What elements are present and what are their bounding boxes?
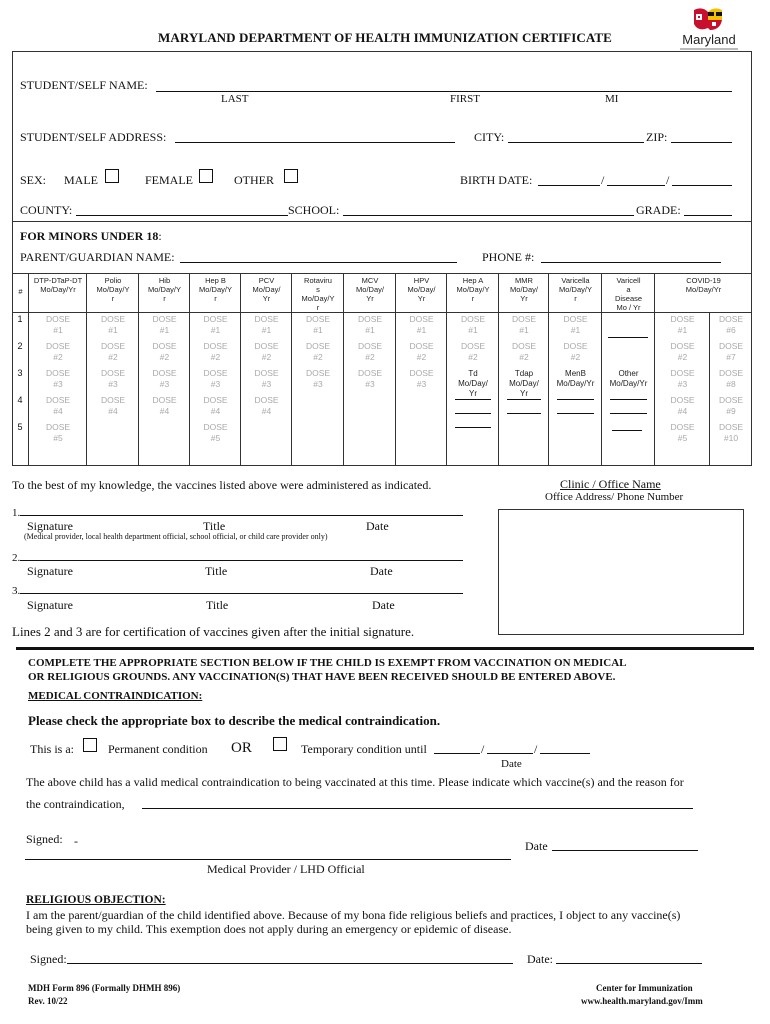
contraindication-field[interactable] (142, 808, 693, 809)
covid-dose-cell[interactable]: DOSE #8 (718, 368, 744, 389)
vaccine-column-header: HPV Mo/Day/ Yr (407, 276, 436, 303)
first-name-caption: FIRST (450, 93, 480, 105)
medical-signed-label: Signed: (26, 832, 63, 846)
vaccine-column-header: Hib Mo/Day/Y r (148, 276, 181, 303)
religious-date-label: Date: (527, 952, 553, 966)
section-divider (12, 221, 752, 222)
vaccine-column-header: MMR Mo/Day/ Yr (510, 276, 538, 303)
grid-header-line (12, 312, 752, 313)
signature-line-number: 3. (12, 585, 21, 597)
covid-dose-cell[interactable]: DOSE #9 (718, 395, 744, 416)
medical-signature-field[interactable] (25, 859, 511, 860)
birth-day-field[interactable] (607, 185, 665, 186)
dose-cell[interactable]: DOSE #1 (563, 314, 588, 335)
signature-caption: Signature (27, 519, 73, 533)
county-label: COUNTY: (20, 203, 73, 217)
birth-separator: / (666, 173, 670, 187)
temporary-year-field[interactable] (540, 753, 590, 754)
other-vaccine-date-line[interactable] (455, 427, 491, 428)
other-vaccine-date-line[interactable] (557, 413, 594, 414)
dose-cell[interactable]: DOSE #3 (409, 368, 434, 389)
vaccine-column-header: Polio Mo/Day/Y r (96, 276, 130, 303)
dose-cell[interactable]: DOSE #2 (45, 341, 71, 362)
signature-line-1[interactable] (20, 515, 463, 516)
date-caption: Date (370, 564, 393, 578)
parent-name-label: PARENT/GUARDIAN NAME: (20, 250, 175, 264)
other-vaccine-date-line[interactable] (455, 399, 491, 400)
other-vaccine-date-line[interactable] (610, 399, 647, 400)
dose-cell[interactable]: DOSE #1 (305, 314, 331, 335)
sex-label: SEX: (20, 173, 47, 187)
other-vaccine-label: Tdap Mo/Day/ Yr (509, 369, 539, 398)
phone-field[interactable] (541, 262, 721, 263)
religious-text: I am the parent/guardian of the child identified above. Because of my bona fide religious beliefs and practices, I object to any vaccine(s) (26, 908, 681, 922)
religious-date-field[interactable] (556, 963, 702, 964)
religious-signed-label: Signed: (30, 952, 67, 966)
date-separator: / (481, 742, 485, 756)
dose-cell[interactable]: DOSE #1 (45, 314, 71, 335)
medical-date-field[interactable] (552, 850, 698, 851)
dose-cell[interactable]: DOSE #1 (203, 314, 228, 335)
form-title: MARYLAND DEPARTMENT OF HEALTH IMMUNIZATION CERTIFICATE (158, 30, 612, 45)
footer-url: www.health.maryland.gov/Imm (581, 996, 703, 1006)
female-checkbox[interactable] (199, 169, 213, 183)
dose-cell[interactable]: DOSE #1 (152, 314, 177, 335)
dose-cell[interactable]: DOSE #1 (254, 314, 279, 335)
religious-signature-field[interactable] (67, 963, 513, 964)
temporary-month-field[interactable] (434, 753, 480, 754)
vaccine-column-header: DTP-DTaP-DT Mo/Day/Yr (33, 276, 83, 294)
medical-date-label: Date (525, 839, 548, 853)
dose-cell[interactable]: DOSE #3 (152, 368, 177, 389)
certify-statement: To the best of my knowledge, the vaccines listed above were administered as indicated. (12, 478, 432, 492)
other-vaccine-date-line[interactable] (612, 430, 642, 431)
birth-month-field[interactable] (538, 185, 600, 186)
logo-text: Maryland (682, 32, 736, 47)
medical-heading: MEDICAL CONTRAINDICATION: (28, 690, 203, 702)
dose-cell[interactable]: DOSE #3 (100, 368, 126, 389)
vaccine-column-header: COVID-19 Mo/Day/Yr (685, 276, 722, 294)
school-field[interactable] (343, 215, 634, 216)
zip-field[interactable] (671, 142, 732, 143)
signature-line-2[interactable] (20, 560, 463, 561)
permanent-label: Permanent condition (108, 742, 208, 756)
grid-row-number: 2 (17, 341, 23, 351)
vaccine-grid (12, 273, 752, 466)
city-label: CITY: (474, 130, 505, 144)
grid-row-number: 3 (17, 368, 23, 378)
provider-caption: Medical Provider / LHD Official (207, 862, 365, 876)
dose-cell[interactable]: DOSE #2 (460, 341, 486, 362)
maryland-logo (676, 6, 742, 52)
dose-cell[interactable]: DOSE #3 (357, 368, 383, 389)
dose-cell[interactable]: DOSE #1 (100, 314, 126, 335)
temporary-date-caption: Date (501, 758, 522, 770)
covid-dose-cell[interactable]: DOSE #7 (718, 341, 744, 362)
parent-name-field[interactable] (180, 262, 457, 263)
covid-dose-cell[interactable]: DOSE #5 (670, 422, 695, 443)
date-caption: Date (366, 519, 389, 533)
covid-dose-cell[interactable]: DOSE #6 (718, 314, 744, 335)
vaccine-column-header: Hep A Mo/Day/Y r (456, 276, 490, 303)
medical-instruction: Please check the appropriate box to describe the medical contraindication. (28, 713, 441, 728)
county-field[interactable] (76, 215, 288, 216)
religious-heading: RELIGIOUS OBJECTION: (26, 894, 166, 906)
dose-cell[interactable]: DOSE #2 (563, 341, 588, 362)
dose-cell[interactable]: DOSE #3 (254, 368, 279, 389)
date-separator: / (534, 742, 538, 756)
birth-year-field[interactable] (672, 185, 732, 186)
dose-cell[interactable]: DOSE #3 (45, 368, 71, 389)
dose-cell[interactable]: DOSE #1 (460, 314, 486, 335)
other-vaccine-date-line[interactable] (507, 413, 541, 414)
other-vaccine-date-line[interactable] (455, 413, 491, 414)
dose-cell[interactable]: DOSE #5 (45, 422, 71, 443)
vaccine-column-header: Hep B Mo/Day/Y r (199, 276, 232, 303)
dose-cell[interactable]: DOSE #4 (254, 395, 279, 416)
dose-cell[interactable]: DOSE #3 (203, 368, 228, 389)
title-caption: Title (203, 519, 226, 533)
other-vaccine-date-line[interactable] (610, 413, 647, 414)
dose-cell[interactable]: DOSE #1 (511, 314, 537, 335)
student-name-label: STUDENT/SELF NAME: (20, 78, 148, 92)
dose-cell[interactable]: DOSE #2 (152, 341, 177, 362)
other-vaccine-date-line[interactable] (557, 399, 594, 400)
signature-note: (Medical provider, local health department official, school official, or child care provider only) (24, 532, 328, 541)
dose-cell[interactable]: DOSE #4 (152, 395, 177, 416)
covid-dose-cell[interactable]: DOSE #1 (670, 314, 695, 335)
dose-cell[interactable]: DOSE #1 (409, 314, 434, 335)
birth-separator: / (601, 173, 605, 187)
grid-row-number: 4 (17, 395, 23, 405)
exemption-divider (16, 647, 754, 650)
dose-cell[interactable]: DOSE #4 (100, 395, 126, 416)
other-sex-checkbox[interactable] (284, 169, 298, 183)
student-name-field[interactable] (156, 91, 732, 92)
mi-caption: MI (605, 93, 619, 105)
exemption-heading: OR RELIGIOUS GROUNDS. ANY VACCINATION(S) THAT HAVE BEEN RECEIVED SHOULD BE ENTERED ABOVE. (28, 671, 616, 683)
other-vaccine-date-line[interactable] (507, 399, 541, 400)
female-label: FEMALE (145, 173, 193, 187)
or-label: OR (231, 740, 252, 756)
grade-field[interactable] (684, 215, 732, 216)
school-label: SCHOOL: (288, 203, 340, 217)
contraindication-text: The above child has a valid medical contraindication to being vaccinated at this time. Please indicate which vaccine(s) and the reason for (26, 775, 684, 789)
dose-cell[interactable]: DOSE #2 (254, 341, 279, 362)
signature-caption: Signature (27, 598, 73, 612)
temporary-checkbox[interactable] (273, 737, 287, 751)
vaccine-column-header: Rotaviru s Mo/Day/Y r (301, 276, 335, 312)
grid-row-number: 1 (17, 314, 23, 324)
religious-text: being given to my child. This exemption does not apply during an emergency or epidemic of disease. (26, 922, 512, 936)
other-vaccine-label: Td Mo/Day/ Yr (458, 369, 488, 398)
vaccine-column-header: PCV Mo/Day/ Yr (252, 276, 281, 303)
birth-date-label: BIRTH DATE: (460, 173, 533, 187)
form-revision: Rev. 10/22 (28, 996, 68, 1006)
signature-line-number: 1. (12, 507, 21, 519)
last-name-caption: LAST (221, 93, 249, 105)
other-vaccine-label: MenB Mo/Day/Yr (556, 369, 595, 388)
logo-underline (680, 48, 738, 50)
signature-line-3[interactable] (20, 593, 463, 594)
vaccine-column-header: Varicell a Disease Mo / Yr (614, 276, 643, 312)
dose-cell[interactable]: DOSE #3 (305, 368, 331, 389)
grid-hash-header: # (18, 287, 23, 296)
address-label: STUDENT/SELF ADDRESS: (20, 130, 167, 144)
dose-cell[interactable]: DOSE #2 (305, 341, 331, 362)
dose-cell[interactable]: DOSE #2 (409, 341, 434, 362)
minors-heading: FOR MINORS UNDER 18: (20, 229, 162, 243)
phone-label: PHONE #: (482, 250, 535, 264)
vaccine-column-header: Varicella Mo/Day/Y r (559, 276, 592, 303)
varicella-disease-date-line[interactable] (608, 337, 648, 338)
title-caption: Title (205, 564, 228, 578)
dose-cell[interactable]: DOSE #2 (100, 341, 126, 362)
city-field[interactable] (508, 142, 644, 143)
permanent-checkbox[interactable] (83, 738, 97, 752)
maryland-flag-icon (688, 6, 728, 32)
signature-caption: Signature (27, 564, 73, 578)
dose-cell[interactable]: DOSE #1 (357, 314, 383, 335)
address-field[interactable] (175, 142, 455, 143)
clinic-stamp-box[interactable] (498, 509, 744, 635)
covid-dose-cell[interactable]: DOSE #10 (718, 422, 744, 443)
other-vaccine-label: Other Mo/Day/Yr (609, 369, 648, 388)
male-checkbox[interactable] (105, 169, 119, 183)
footer-center: Center for Immunization (596, 983, 693, 993)
signature-line-number: 2. (12, 552, 21, 564)
lines-note: Lines 2 and 3 are for certification of vaccines given after the initial signature. (12, 624, 415, 639)
clinic-address-label: Office Address/ Phone Number (545, 491, 684, 503)
this-is-label: This is a: (30, 742, 74, 756)
vaccine-column-header: MCV Mo/Day/ Yr (356, 276, 384, 303)
dose-cell[interactable]: DOSE #2 (357, 341, 383, 362)
zip-label: ZIP: (646, 130, 668, 144)
male-label: MALE (64, 173, 98, 187)
title-caption: Title (206, 598, 229, 612)
grade-label: GRADE: (636, 203, 681, 217)
other-sex-label: OTHER (234, 173, 274, 187)
exemption-heading: COMPLETE THE APPROPRIATE SECTION BELOW IF THE CHILD IS EXEMPT FROM VACCINATION ON MEDICAL (28, 657, 627, 669)
dose-cell[interactable]: DOSE #2 (511, 341, 537, 362)
dose-cell[interactable]: DOSE #4 (45, 395, 71, 416)
temporary-label: Temporary condition until (301, 742, 427, 756)
dose-cell[interactable]: DOSE #5 (203, 422, 228, 443)
date-caption: Date (372, 598, 395, 612)
covid-dose-cell[interactable]: DOSE #4 (670, 395, 695, 416)
contraindication-label: the contraindication, (26, 797, 125, 811)
grid-row-number: 5 (17, 422, 23, 432)
form-id: MDH Form 896 (Formally DHMH 896) (28, 983, 181, 993)
dose-cell[interactable]: DOSE #4 (203, 395, 228, 416)
dose-cell[interactable]: DOSE #2 (203, 341, 228, 362)
temporary-day-field[interactable] (487, 753, 533, 754)
clinic-name-label: Clinic / Office Name (560, 477, 661, 491)
medical-signed-mark: - (74, 834, 78, 848)
covid-dose-cell[interactable]: DOSE #2 (670, 341, 695, 362)
covid-dose-cell[interactable]: DOSE #3 (670, 368, 695, 389)
